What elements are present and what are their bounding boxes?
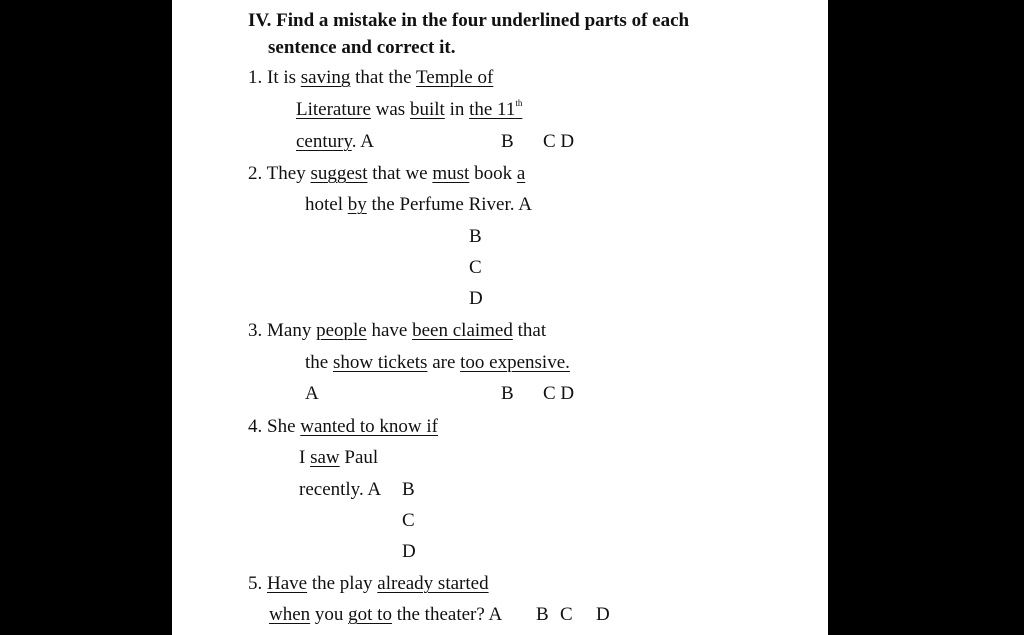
q4-label-c: C	[402, 510, 415, 531]
q2-underlined-c: a	[516, 163, 526, 184]
q2-label-c: C	[469, 257, 482, 278]
q1-underlined-b1: Temple of	[416, 67, 494, 88]
q1-label-cd: C D	[543, 131, 575, 152]
q5-label-d: D	[596, 604, 610, 625]
q2-underlined-b: must	[432, 163, 470, 184]
q5-text-with-label-a: the theater? A	[396, 604, 503, 625]
q4-underlined-b: saw	[310, 447, 340, 468]
question-4-line-3	[299, 479, 381, 501]
q5-underlined-c: when	[269, 604, 311, 625]
q2-number: 2.	[248, 163, 263, 184]
heading-line-2: sentence and correct it.	[268, 37, 456, 58]
q1-text: in	[449, 99, 465, 120]
q3-text: have	[371, 320, 408, 341]
section-heading	[248, 10, 689, 32]
q4-text-with-label-a: recently. A	[299, 479, 382, 500]
q1-text: was	[375, 99, 406, 120]
q4-number: 4.	[248, 416, 263, 437]
q3-text: that	[517, 320, 547, 341]
q3-label-a: A	[305, 383, 319, 404]
q2-underlined-d: by	[347, 194, 367, 215]
question-2-line-2	[305, 194, 532, 216]
q3-label-cd: C D	[543, 383, 575, 404]
q3-underlined-d: too expensive.	[460, 352, 570, 373]
q1-label-a: . A	[351, 131, 374, 152]
q1-text: that the	[355, 67, 412, 88]
q5-underlined-b: already started	[377, 573, 489, 594]
q4-text: She	[267, 416, 296, 437]
q4-text: I	[299, 447, 306, 468]
q1-superscript: th	[515, 98, 523, 108]
q4-underlined-a: wanted to know if	[300, 416, 438, 437]
q3-text: Many	[267, 320, 312, 341]
q1-number: 1.	[248, 67, 263, 88]
question-1-line-3	[296, 131, 374, 153]
q1-underlined-a: saving	[300, 67, 351, 88]
q3-underlined-a: people	[316, 320, 367, 341]
question-3-line-1	[248, 320, 546, 342]
q1-label-b: B	[501, 131, 514, 152]
q1-underlined-c: built	[409, 99, 445, 120]
q3-underlined-b: been claimed	[412, 320, 513, 341]
question-4-line-2	[299, 447, 378, 469]
q2-text: book	[474, 163, 513, 184]
q1-underlined-d2: century	[296, 131, 352, 152]
question-5-line-1	[248, 573, 489, 595]
q2-label-d: D	[469, 288, 483, 309]
q3-underlined-c: show tickets	[332, 352, 428, 373]
question-5-line-2	[269, 604, 502, 626]
q5-text: you	[314, 604, 344, 625]
q1-underlined-d1-text: the 11	[469, 99, 516, 120]
question-4-line-1	[248, 416, 438, 438]
q2-text: that we	[372, 163, 428, 184]
q5-underlined-d: got to	[348, 604, 392, 625]
q1-text: It is	[267, 67, 297, 88]
q1-underlined-b2: Literature	[296, 99, 371, 120]
q3-text: the	[305, 352, 329, 373]
question-1-line-1	[248, 67, 493, 89]
q4-text: Paul	[344, 447, 379, 468]
heading-line-1: IV. Find a mistake in the four underlined parts of each	[248, 10, 690, 31]
q2-underlined-a: suggest	[310, 163, 368, 184]
question-1-line-2	[296, 99, 522, 121]
section-heading-cont	[268, 37, 455, 59]
question-2-line-1	[248, 163, 525, 185]
document-page	[172, 0, 828, 635]
q3-number: 3.	[248, 320, 263, 341]
q5-number: 5.	[248, 573, 263, 594]
q2-text: They	[266, 163, 306, 184]
q4-label-d: D	[402, 541, 416, 562]
q3-text: are	[432, 352, 456, 373]
q5-text: the play	[311, 573, 373, 594]
q5-label-c: C	[560, 604, 573, 625]
q4-label-b: B	[402, 479, 415, 500]
q5-underlined-a: Have	[267, 573, 308, 594]
q2-label-b: B	[469, 226, 482, 247]
q2-text: hotel	[305, 194, 343, 215]
q2-text-with-label-a: the Perfume River. A	[371, 194, 532, 215]
q1-underlined-d1	[469, 99, 522, 120]
q3-label-b: B	[501, 383, 514, 404]
question-3-line-2	[305, 352, 570, 374]
q5-label-b: B	[536, 604, 549, 625]
